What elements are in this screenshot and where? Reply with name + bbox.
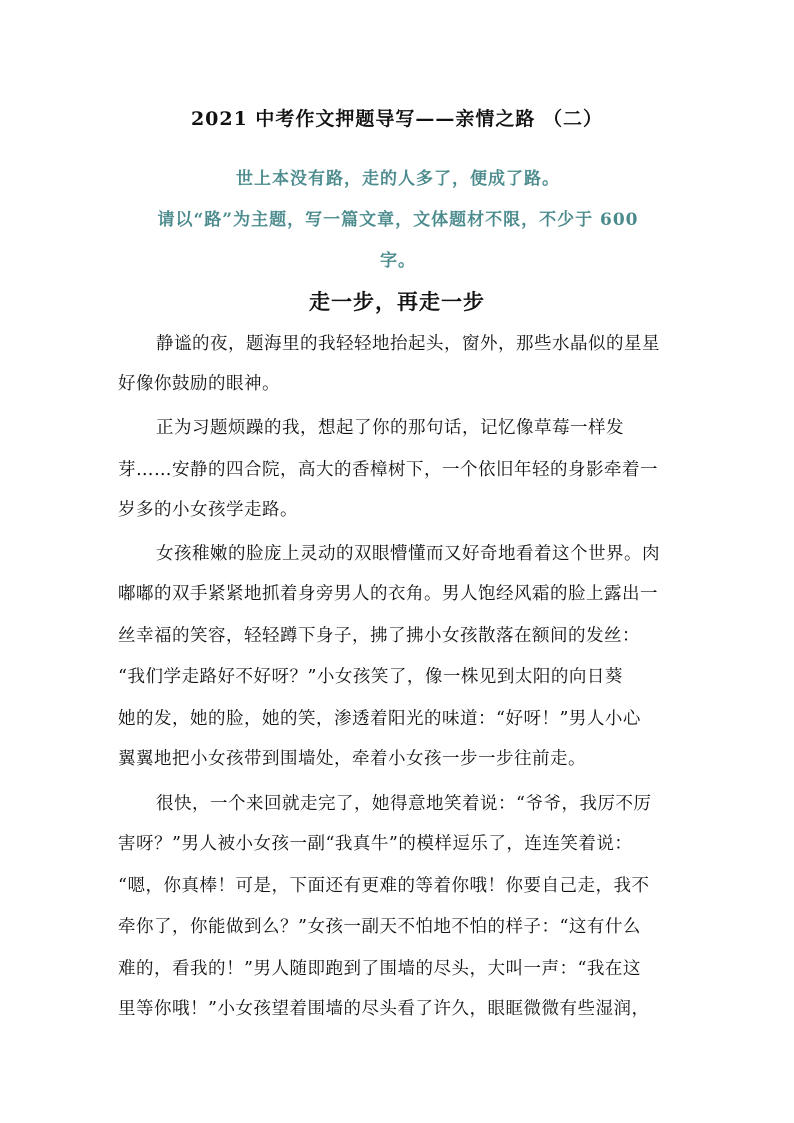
essay-line: 很快，一个来回就走完了，她得意地笑着说：“爷爷，我厉不厉 — [156, 794, 652, 814]
essay-line: 嘟嘟的双手紧紧地抓着身旁男人的衣角。男人饱经风霜的脸上露出一 — [118, 584, 658, 604]
essay-line: 芽……安静的四合院，高大的香樟树下，一个依旧年轻的身影牵着一 — [118, 460, 658, 480]
essay-line: “嗯，你真棒！可是，下面还有更难的等着你哦！你要自己走，我不 — [118, 876, 650, 896]
essay-line: 岁多的小女孩学走路。 — [118, 500, 298, 520]
essay-line: 女孩稚嫩的脸庞上灵动的双眼懵懂而又好奇地看着这个世界。肉 — [156, 544, 660, 564]
essay-line: 好像你鼓励的眼神。 — [118, 374, 280, 394]
essay-line: 里等你哦！”小女孩望着围墙的尽头看了许久，眼眶微微有些湿润， — [118, 999, 650, 1019]
essay-line: 牵你了，你能做到么？”女孩一副天不怕地不怕的样子：“这有什么 — [118, 917, 641, 937]
essay-line: 害呀？”男人被小女孩一副“我真牛”的模样逗乐了，连连笑着说： — [118, 834, 633, 854]
essay-line: 翼翼地把小女孩带到围墙处，牵着小女孩一步一步往前走。 — [118, 749, 586, 769]
essay-line: 难的，看我的！”男人随即跑到了围墙的尽头，大叫一声：“我在这 — [118, 959, 641, 979]
essay-title: 走一步，再走一步 — [309, 289, 485, 314]
prompt-line-3: 字。 — [380, 251, 416, 271]
essay-line: 她的发，她的脸，她的笑，渗透着阳光的味道：“好呀！”男人小心 — [118, 709, 641, 729]
essay-line: 丝幸福的笑容，轻轻蹲下身子，拂了拂小女孩散落在额间的发丝： — [118, 626, 640, 646]
essay-line: “我们学走路好不好呀？”小女孩笑了，像一株见到太阳的向日葵 — [118, 667, 623, 687]
prompt-line-2: 请以“路”为主题，写一篇文章，文体题材不限，不少于 600 — [157, 210, 639, 230]
document-title: 2021 中考作文押题导写——亲情之路 （二） — [190, 108, 604, 130]
essay-line: 正为习题烦躁的我，想起了你的那句话，记忆像草莓一样发 — [156, 418, 624, 438]
prompt-line-1: 世上本没有路，走的人多了，便成了路。 — [236, 169, 560, 189]
essay-line: 静谧的夜，题海里的我轻轻地抬起头，窗外，那些水晶似的星星 — [156, 334, 660, 354]
